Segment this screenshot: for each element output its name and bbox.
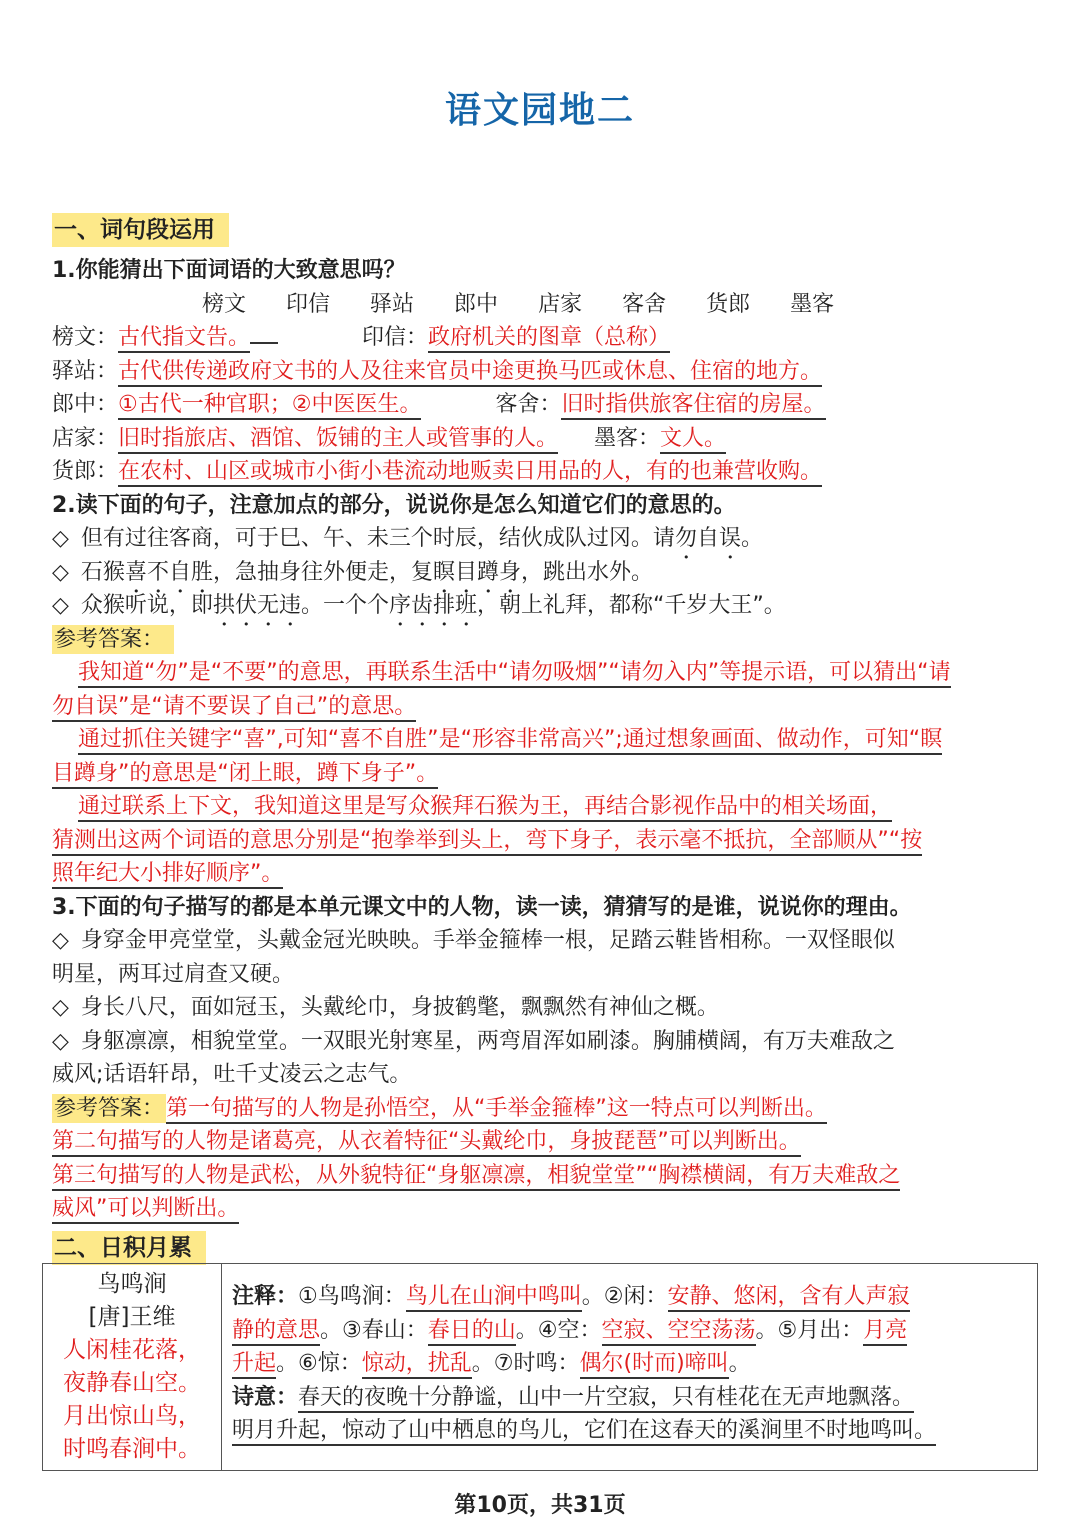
reference-answer-label-row: [52, 623, 1032, 657]
answer-text: 勿自误”是“请不要误了自己”的意思。: [52, 690, 1032, 724]
question-3-title: 3.下面的句子描写的都是本单元课文中的人物，读一读，猜猜写的是谁，说说你的理由。: [52, 894, 912, 920]
notes-block: 注释：①鸟鸣涧：鸟儿在山涧中鸣叫。②闲：安静、悠闲，含有人声寂 静的意思。③春山：春日的山。④空：空寂、空空荡荡。⑤月出：月亮 升起。⑥惊：惊动，扰乱。⑦时鸣：偶尔(时而)啼叫。: [232, 1280, 1029, 1381]
answer-text: 通过抓住关键字“喜”,可知“喜不自胜”是“形容非常高兴”;通过想象画面、做动作，可知“瞑: [52, 723, 1032, 757]
word-item: 店家: [538, 291, 583, 317]
poem-author: [唐]王维: [88, 1304, 176, 1330]
diamond-bullet-icon: ◇: [52, 1028, 69, 1054]
answer-yinxin: 政府机关的图章（总称）: [428, 325, 670, 353]
sentence-1: ◇ 但有过往客商，可于巳、午、未三个时辰，结伙成队过冈。请勿自误。: [52, 526, 763, 551]
poem-table: [42, 1263, 1038, 1471]
answer-row-bangwen: [52, 321, 1032, 355]
description-1: ◇ 身穿金甲亮堂堂，头戴金冠光映映。手举金箍棒一根，足踏云鞋皆相称。一双怪眼似: [52, 928, 895, 953]
page-title: 语文园地二: [444, 90, 635, 131]
word-list: [52, 288, 1032, 322]
answer-text: 目蹲身”的意思是“闭上眼，蹲下身子”。: [52, 757, 1032, 791]
meaning-label: 诗意：: [232, 1384, 299, 1410]
main-content: [52, 210, 1032, 1272]
answer-row-dianjia: [52, 422, 1032, 456]
answer-row-langzhong: [52, 388, 1032, 422]
reference-answer-row: [52, 1092, 1032, 1126]
label-yizhan: 驿站：: [52, 358, 119, 384]
diamond-bullet-icon: ◇: [52, 526, 69, 551]
word-item: 印信: [286, 291, 331, 317]
description-1-cont: 明星，两耳过肩查又硬。: [52, 961, 295, 987]
section-1-heading-row: [52, 210, 1032, 250]
sentence-2: ◇ 石猴喜不自胜，急抽身往外便走，复瞑目蹲身，跳出水外。: [52, 559, 653, 585]
label-keshe: 客舍：: [495, 392, 562, 417]
poem-cell: [43, 1264, 222, 1471]
answer-text: 第一句描写的人物是孙悟空，从“手举金箍棒”这一特点可以判断出。: [166, 1096, 827, 1124]
notes-label: 注释：: [232, 1284, 299, 1309]
section-2-heading: 二、日积月累: [52, 1231, 206, 1265]
poem-line: 月出惊山鸟，: [63, 1403, 201, 1429]
poem-line: 人闲桂花落，: [63, 1337, 201, 1363]
word-item: 货郎: [706, 291, 751, 317]
answer-moke: 文人。: [660, 426, 726, 454]
description-3-cont: 威风;话语轩昂，吐千丈凌云之志气。: [52, 1062, 412, 1087]
answer-text: 通过联系上下文，我知道这里是写众猴拜石猴为王，再结合影视作品中的相关场面，: [52, 790, 1032, 824]
diamond-bullet-icon: ◇: [52, 995, 69, 1020]
answer-text: 第二句描写的人物是诸葛亮，从衣着特征“头戴纶巾，身披琵琶”可以判断出。: [52, 1125, 1032, 1159]
answer-huolang: 在农村、山区或城市小街小巷流动地贩卖日用品的人，有的也兼营收购。: [118, 459, 822, 487]
label-huolang: 货郎：: [52, 459, 119, 484]
word-item: 郎中: [454, 291, 499, 317]
description-2: ◇ 身长八尺，面如冠玉，头戴纶巾，身披鹤氅，飘飘然有神仙之概。: [52, 995, 719, 1020]
answer-text: 猜测出这两个词语的意思分别是“抱拳举到头上，弯下身子，表示毫不抵抗，全部顺从”“按: [52, 824, 1032, 858]
question-2-title: 2.读下面的句子，注意加点的部分，说说你是怎么知道它们的意思的。: [52, 492, 736, 518]
answer-row-yizhan: [52, 355, 1032, 389]
poem-line: 夜静春山空。: [63, 1370, 201, 1396]
answer-text: 我知道“勿”是“不要”的意思，再联系生活中“请勿吸烟”“请勿入内”等提示语，可以猜出“请: [52, 656, 1032, 690]
label-yinxin: 印信：: [362, 325, 429, 350]
word-item: 驿站: [370, 291, 415, 317]
answer-text: 照年纪大小排好顺序”。: [52, 857, 1032, 891]
answer-row-huolang: [52, 455, 1032, 489]
section-1-heading: 一、词句段运用: [52, 213, 229, 247]
diamond-bullet-icon: ◇: [52, 559, 69, 585]
diamond-bullet-icon: ◇: [52, 928, 69, 953]
answer-text: 威风”可以判断出。: [52, 1192, 1032, 1226]
description-3: ◇ 身躯凛凛，相貌堂堂。一双眼光射寒星，两弯眉浑如刷漆。胸脯横阔，有万夫难敌之: [52, 1028, 895, 1054]
label-langzhong: 郎中：: [52, 392, 119, 417]
poem-title: 鸟鸣涧: [97, 1271, 167, 1297]
word-item: 客舍: [622, 291, 667, 317]
reference-answer-label: 参考答案：: [52, 625, 174, 654]
poem-line: 时鸣春涧中。: [63, 1436, 201, 1462]
answer-yizhan: 古代供传递政府文书的人及往来官员中途更换马匹或休息、住宿的地方。: [118, 359, 822, 387]
reference-answer-label: 参考答案：: [54, 1095, 165, 1121]
notes-cell: [222, 1264, 1038, 1471]
meaning-block: 诗意：春天的夜晚十分静谧，山中一片空寂，只有桂花在无声地飘落。 明月升起，惊动了山中栖息的鸟儿，它们在这春天的溪涧里不时地鸣叫。: [232, 1381, 1029, 1448]
section-2-heading-row: [52, 1228, 1032, 1268]
answer-bangwen: 古代指文告。: [118, 325, 250, 353]
word-item: 墨客: [790, 291, 835, 317]
page-number: 第10页，共31页: [454, 1493, 626, 1518]
label-bangwen: 榜文：: [52, 325, 119, 350]
answer-text: 第三句描写的人物是武松，从外貌特征“身躯凛凛，相貌堂堂”“胸襟横阔，有万夫难敌之: [52, 1159, 1032, 1193]
label-dianjia: 店家：: [52, 425, 119, 451]
label-moke: 墨客：: [594, 425, 661, 451]
answer-keshe: 旧时指供旅客住宿的房屋。: [561, 392, 825, 420]
diamond-bullet-icon: ◇: [52, 593, 69, 618]
answer-langzhong: ①古代一种官职；②中医医生。: [118, 392, 421, 420]
answer-dianjia: 旧时指旅店、酒馆、饭铺的主人或管事的人。: [118, 426, 558, 454]
sentence-3: ◇ 众猴听说，即拱伏无违。一个个序齿排班，朝上礼拜，都称“千岁大王”。: [52, 593, 786, 618]
word-item: 榜文: [202, 291, 247, 317]
question-1-title: 1.你能猜出下面词语的大致意思吗？: [52, 258, 406, 283]
